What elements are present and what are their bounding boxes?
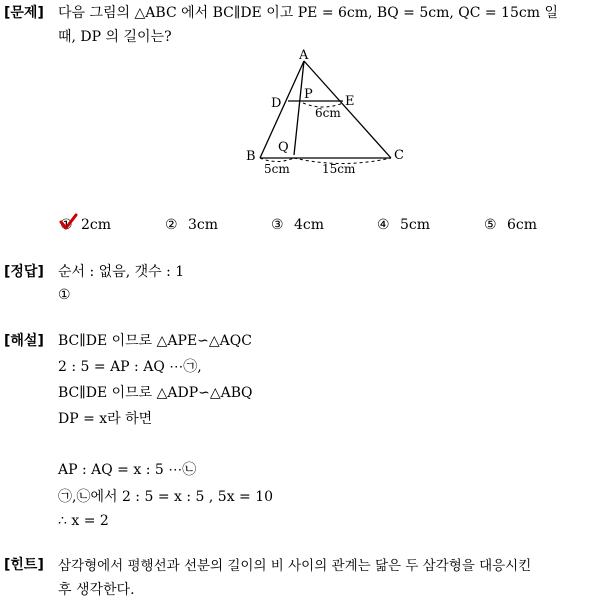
choice-3-text: 4cm bbox=[294, 217, 325, 233]
choice-4-text: 5cm bbox=[400, 217, 431, 233]
hint-line-1: 삼각형에서 평행선과 선분의 길이의 비 사이의 관계는 닮은 두 삼각형을 대응시킨 bbox=[58, 558, 532, 574]
solution-tag: [해설] bbox=[4, 333, 44, 349]
choice-5-text: 6cm bbox=[507, 217, 538, 233]
segment-aq bbox=[294, 61, 304, 155]
solution-line-6: ㉠,㉡에서 2 : 5 = x : 5 , 5x = 10 bbox=[58, 489, 274, 505]
choice-5-marker: ⑤ bbox=[484, 217, 497, 233]
label-c: C bbox=[394, 148, 404, 163]
label-b: B bbox=[246, 149, 256, 164]
choice-4[interactable] bbox=[377, 217, 430, 233]
problem-tag: [문제] bbox=[4, 5, 44, 21]
choice-2-text: 3cm bbox=[188, 217, 219, 233]
solution-line-5: AP : AQ = x : 5 ⋯㉡ bbox=[58, 462, 197, 478]
problem-line-1: 다음 그림의 △ABC 에서 BC∥DE 이고 PE = 6cm, BQ = 5cm, QC = 15cm 일 bbox=[58, 5, 558, 21]
triangle-figure bbox=[238, 45, 418, 180]
checkmark-icon bbox=[58, 213, 78, 231]
solution-line-4: DP = x라 하면 bbox=[58, 411, 153, 427]
answer-line-1: 순서 : 없음, 갯수 : 1 bbox=[58, 264, 185, 280]
label-bq-length: 5cm bbox=[264, 162, 290, 176]
solution-line-3: BC∥DE 이므로 △ADP∽△ABQ bbox=[58, 385, 253, 401]
choice-4-marker: ④ bbox=[377, 217, 390, 233]
label-q: Q bbox=[278, 140, 289, 155]
label-qc-length: 15cm bbox=[322, 162, 356, 176]
choice-5[interactable] bbox=[484, 217, 537, 233]
choice-1-marker: ① bbox=[60, 217, 73, 233]
choice-3-marker: ③ bbox=[271, 217, 284, 233]
label-a: A bbox=[299, 48, 309, 63]
hint-line-2: 후 생각한다. bbox=[58, 582, 135, 598]
choice-2-marker: ② bbox=[165, 217, 178, 233]
answer-tag: [정답] bbox=[4, 264, 44, 280]
solution-line-2: 2 : 5 = AP : AQ ⋯㉠, bbox=[58, 359, 202, 375]
label-d: D bbox=[271, 96, 282, 111]
label-p: P bbox=[304, 87, 313, 102]
answer-line-2: ① bbox=[58, 287, 71, 303]
choice-1[interactable] bbox=[60, 217, 111, 233]
solution-line-7: ∴ x = 2 bbox=[58, 513, 109, 529]
label-e: E bbox=[345, 94, 355, 109]
label-pe-length: 6cm bbox=[315, 106, 341, 120]
choice-3[interactable] bbox=[271, 217, 324, 233]
choice-2[interactable] bbox=[165, 217, 218, 233]
choice-1-text: 2cm bbox=[81, 217, 112, 233]
hint-tag: [힌트] bbox=[4, 557, 44, 573]
solution-line-1: BC∥DE 이므로 △APE∽△AQC bbox=[58, 333, 252, 349]
problem-line-2: 때, DP 의 길이는? bbox=[58, 29, 172, 45]
